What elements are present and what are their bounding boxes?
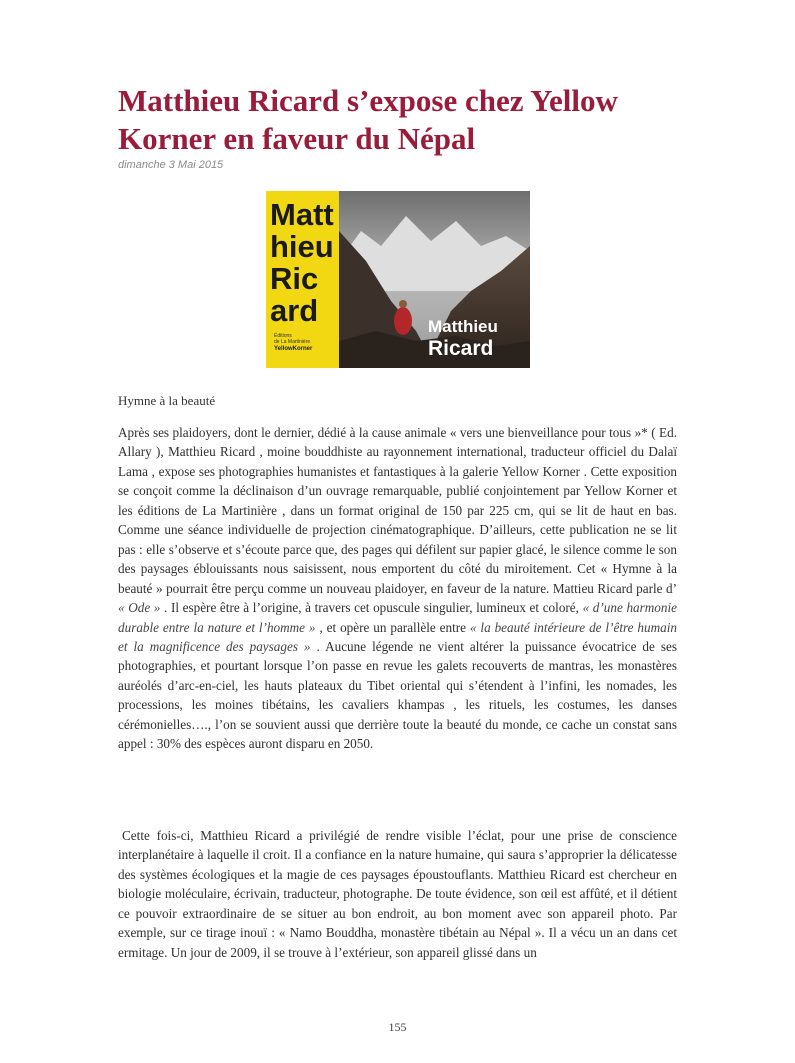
paragraph-text: . Il espère être à l’origine, à travers cet opuscule singulier, lumineux et coloré, (160, 600, 583, 616)
cover-title-line: ard (270, 293, 319, 328)
page-number: 155 (388, 1020, 407, 1034)
cover-publisher-line: YellowKorner (274, 346, 313, 352)
body-paragraph-2: Cette fois-ci, Matthieu Ricard a privilégié de rendre visible l’éclat, pour une prise de conscience interplanétaire à laquelle il croit. Il a confiance en la nature humaine, qui saura s’approprier la délicatesse des systèmes écologiques et la magie de ces paysages époustouflants. Matthieu Ricard est chercheur en biologie moléculaire, écrivain, traducteur, photographe. De toute évidence, son œil est affûté, et il détient ce pouvoir extraordinaire de se situer au bon endroit, au bon moment avec son appareil photo. Par exemple, sur ce tirage inouï : « Namo Bouddha, monastère tibétain au Népal ». Il a vécu un an dans cet ermitage. Un jour de 2009, il se trouve à l’extérieur, son appareil glissé dans un (118, 828, 677, 960)
quote-beaute: « la beauté intérieure de l’être humain et la magnificence des paysages » (118, 619, 677, 654)
cover-monk-figure (394, 307, 412, 335)
book-cover-image (266, 191, 530, 368)
article-title: Matthieu Ricard s’expose chez Yellow Korner en faveur du Népal (118, 83, 618, 156)
cover-publisher-line: Éditions (274, 333, 292, 339)
cover-title-line: Matt (270, 197, 334, 232)
section-subtitle: Hymne à la beauté (118, 393, 216, 408)
paragraph-text: . Aucune légende ne vient altérer la puissance évocatrice de ses photographies, et pourtant lorsque l’on passe en revue les galets recouverts de mantras, les monastères auréolés d’arc-en-ciel, les hauts plateaux du Tibet oriental qui s’étendent à l’infini, les nomades, les processions, les moines tibétains, les cavaliers khampas , les rituels, les costumes, les danses cérémonielles…., l’on se souvient aussi que derrière toute la beauté du monde, ce cache un constat sans appel : 30% des espèces auront disparu en 2050. (118, 638, 677, 752)
cover-title-line: Ric (270, 261, 319, 296)
quote-harmonie: « d’une harmonie durable entre la nature et l’homme » (118, 600, 677, 635)
quote-ode: « Ode » (118, 600, 161, 616)
paragraph-text: , et opère un parallèle entre (315, 619, 470, 635)
cover-publisher-line: de La Martinière (274, 339, 311, 345)
article-date: dimanche 3 Mai 2015 (118, 159, 224, 171)
cover-monk-head (399, 300, 407, 308)
cover-author-name-1: Matthieu (428, 317, 498, 336)
cover-author-name-2: Ricard (428, 337, 494, 360)
body-paragraph-1 (118, 423, 677, 754)
cover-title-line: hieu (270, 229, 334, 264)
paragraph-text: Après ses plaidoyers, dont le dernier, dédié à la cause animale « vers une bienveillance pour tous »* ( Ed. Allary ), Matthieu Ricard , moine bouddhiste au rayonnement international, traducteur officiel du Dalaï Lama , expose ses photographies humanistes et fantastiques à la galerie Yellow Korner . Cette exposition se conçoit comme la déclinaison d’un ouvrage remarquable, publié conjointement par Yellow Korner et les éditions de La Martinière , dans un format original de 150 par 225 cm, qui se lit de haut en bas. Comme une séance individuelle de projection cinématographique. D’ailleurs, cette publication ne se lit pas : elle s’observe et s’écoute parce que, des pages qui défilent sur papier glacé, le silence comme le son des paysages éblouissants nous saisissent, nous emportent du côté du miroitement. Cet « Hymne à la beauté » pourrait être perçu comme un nouveau plaidoyer, en faveur de la nature. Mattieu Ricard parle d’ (118, 425, 677, 596)
